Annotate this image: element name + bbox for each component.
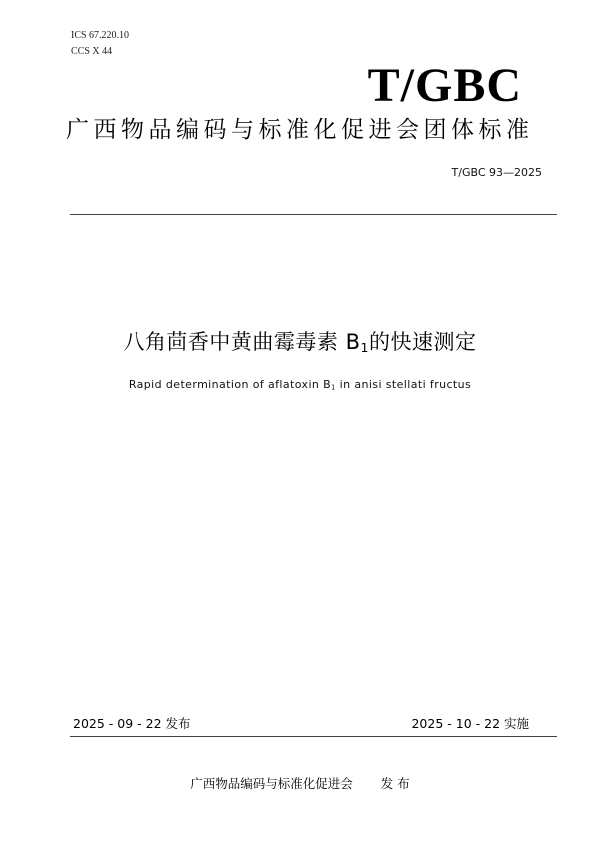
title-en-subscript: 1	[331, 383, 336, 392]
title-en-part-1: Rapid determination of aflatoxin B	[128, 378, 332, 391]
header-divider	[70, 214, 557, 215]
title-cn-part-1: 八角茴香中黄曲霉毒素 B	[123, 330, 361, 354]
title-cn-subscript: 1	[360, 340, 370, 356]
publisher-line	[0, 776, 600, 792]
organization-title: 广西物品编码与标准化促进会团体标准	[66, 117, 534, 143]
document-title-chinese	[0, 327, 600, 363]
ccs-code: CCS X 44	[71, 46, 113, 57]
footer-divider	[70, 736, 557, 737]
title-en-part-2: in anisi stellati fructus	[335, 378, 472, 391]
publish-action: 发 布	[380, 776, 410, 791]
publisher-name: 广西物品编码与标准化促进会	[190, 776, 353, 791]
document-title-english	[0, 378, 600, 395]
publication-date: 2025 - 09 - 22 发布	[73, 716, 191, 731]
ics-code: ICS 67.220.10	[71, 30, 130, 41]
standard-logo-text: T/GBC	[367, 59, 522, 112]
title-cn-part-2: 的快速测定	[369, 330, 477, 354]
effective-date: 2025 - 10 - 22 实施	[411, 716, 529, 731]
standard-number: T/GBC 93—2025	[451, 166, 542, 179]
